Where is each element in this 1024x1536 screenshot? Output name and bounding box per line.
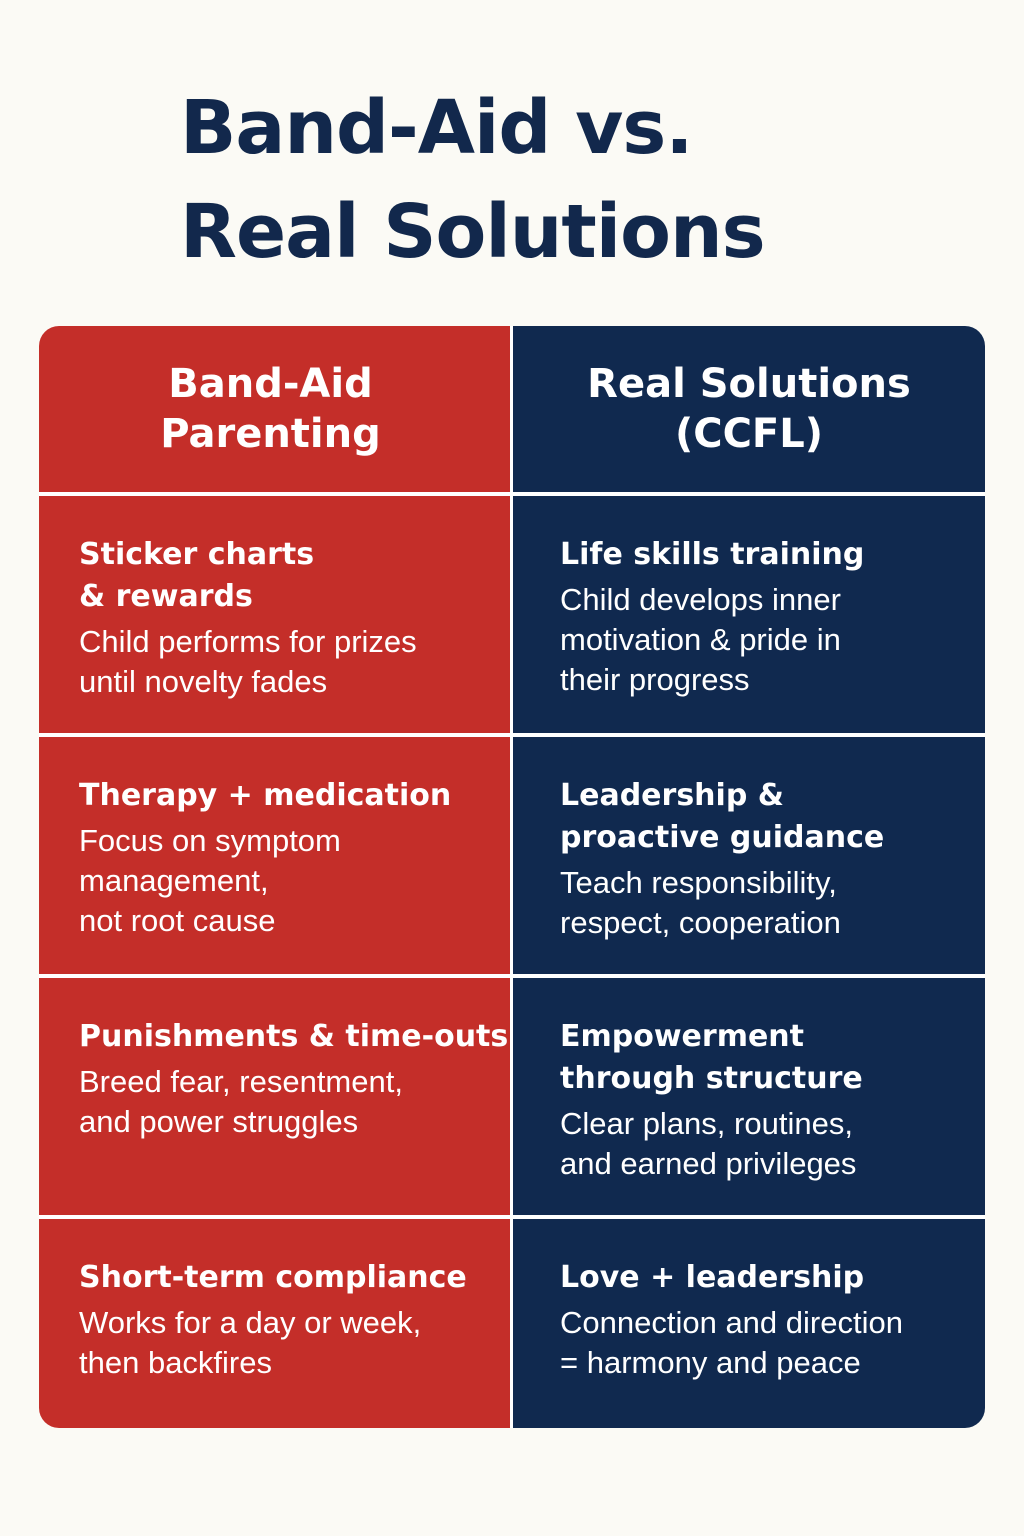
band-aid-column-heading: [39, 326, 510, 492]
band-aid-row-1: [39, 496, 510, 733]
heading-line: (CCFL): [674, 411, 824, 457]
row-description: [560, 1104, 985, 1184]
row-description-line: not root cause: [79, 903, 276, 938]
heading-line: Real Solutions: [587, 361, 911, 407]
row-description-line: their progress: [560, 662, 750, 697]
row-description: [560, 863, 985, 943]
row-description-line: Teach responsibility,: [560, 865, 837, 900]
page-title-line-1: Band-Aid vs.: [180, 85, 693, 171]
row-description-line: = harmony and peace: [560, 1345, 861, 1380]
row-title-line: Empowerment: [560, 1019, 804, 1054]
row-title-line: Therapy + medication: [79, 778, 452, 813]
page-title-line-2: Real Solutions: [180, 189, 765, 275]
comparison-table: [39, 326, 985, 1428]
row-description-line: and earned privileges: [560, 1146, 857, 1181]
row-title: [79, 1257, 510, 1299]
heading-line: Band-Aid: [168, 361, 373, 407]
row-description-line: Focus on symptom: [79, 823, 341, 858]
row-description-line: then backfires: [79, 1345, 272, 1380]
row-description-line: Works for a day or week,: [79, 1305, 422, 1340]
band-aid-row-3: [39, 978, 510, 1215]
row-title-line: Life skills training: [560, 537, 865, 572]
row-description-line: until novelty fades: [79, 664, 328, 699]
row-description: [79, 1303, 510, 1383]
row-description-line: Child develops inner: [560, 582, 841, 617]
real-solutions-column-heading: [513, 326, 985, 492]
row-title-line: & rewards: [79, 579, 253, 614]
row-title: [560, 775, 985, 859]
row-title-line: Punishments & time-outs: [79, 1019, 509, 1054]
row-description-line: Connection and direction: [560, 1305, 903, 1340]
row-title-line: Love + leadership: [560, 1260, 865, 1295]
row-description: [560, 580, 985, 700]
row-description: [79, 821, 510, 941]
row-title-line: through structure: [560, 1061, 863, 1096]
row-title-line: Leadership &: [560, 778, 784, 813]
row-description: [560, 1303, 985, 1383]
row-description: [79, 622, 510, 702]
row-description-line: management,: [79, 863, 269, 898]
row-title: [560, 1257, 985, 1299]
page-title: [180, 76, 1000, 284]
real-solutions-column: [513, 326, 985, 1428]
row-title: [560, 1016, 985, 1100]
row-description-line: respect, cooperation: [560, 905, 841, 940]
row-description-line: and power struggles: [79, 1104, 359, 1139]
band-aid-row-2: [39, 737, 510, 974]
real-solutions-row-3: [513, 978, 985, 1215]
row-title: [79, 1016, 510, 1058]
real-solutions-row-1: [513, 496, 985, 733]
row-title: [79, 775, 510, 817]
row-description-line: motivation & pride in: [560, 622, 841, 657]
row-title: [79, 534, 510, 618]
row-description-line: Breed fear, resentment,: [79, 1064, 403, 1099]
row-title-line: Sticker charts: [79, 537, 315, 572]
row-title-line: Short-term compliance: [79, 1260, 467, 1295]
band-aid-column: [39, 326, 510, 1428]
heading-line: Parenting: [160, 411, 381, 457]
real-solutions-row-2: [513, 737, 985, 974]
real-solutions-row-4: [513, 1219, 985, 1428]
row-description: [79, 1062, 510, 1142]
row-title: [560, 534, 985, 576]
row-description-line: Clear plans, routines,: [560, 1106, 853, 1141]
row-description-line: Child performs for prizes: [79, 624, 417, 659]
band-aid-row-4: [39, 1219, 510, 1428]
row-title-line: proactive guidance: [560, 820, 885, 855]
